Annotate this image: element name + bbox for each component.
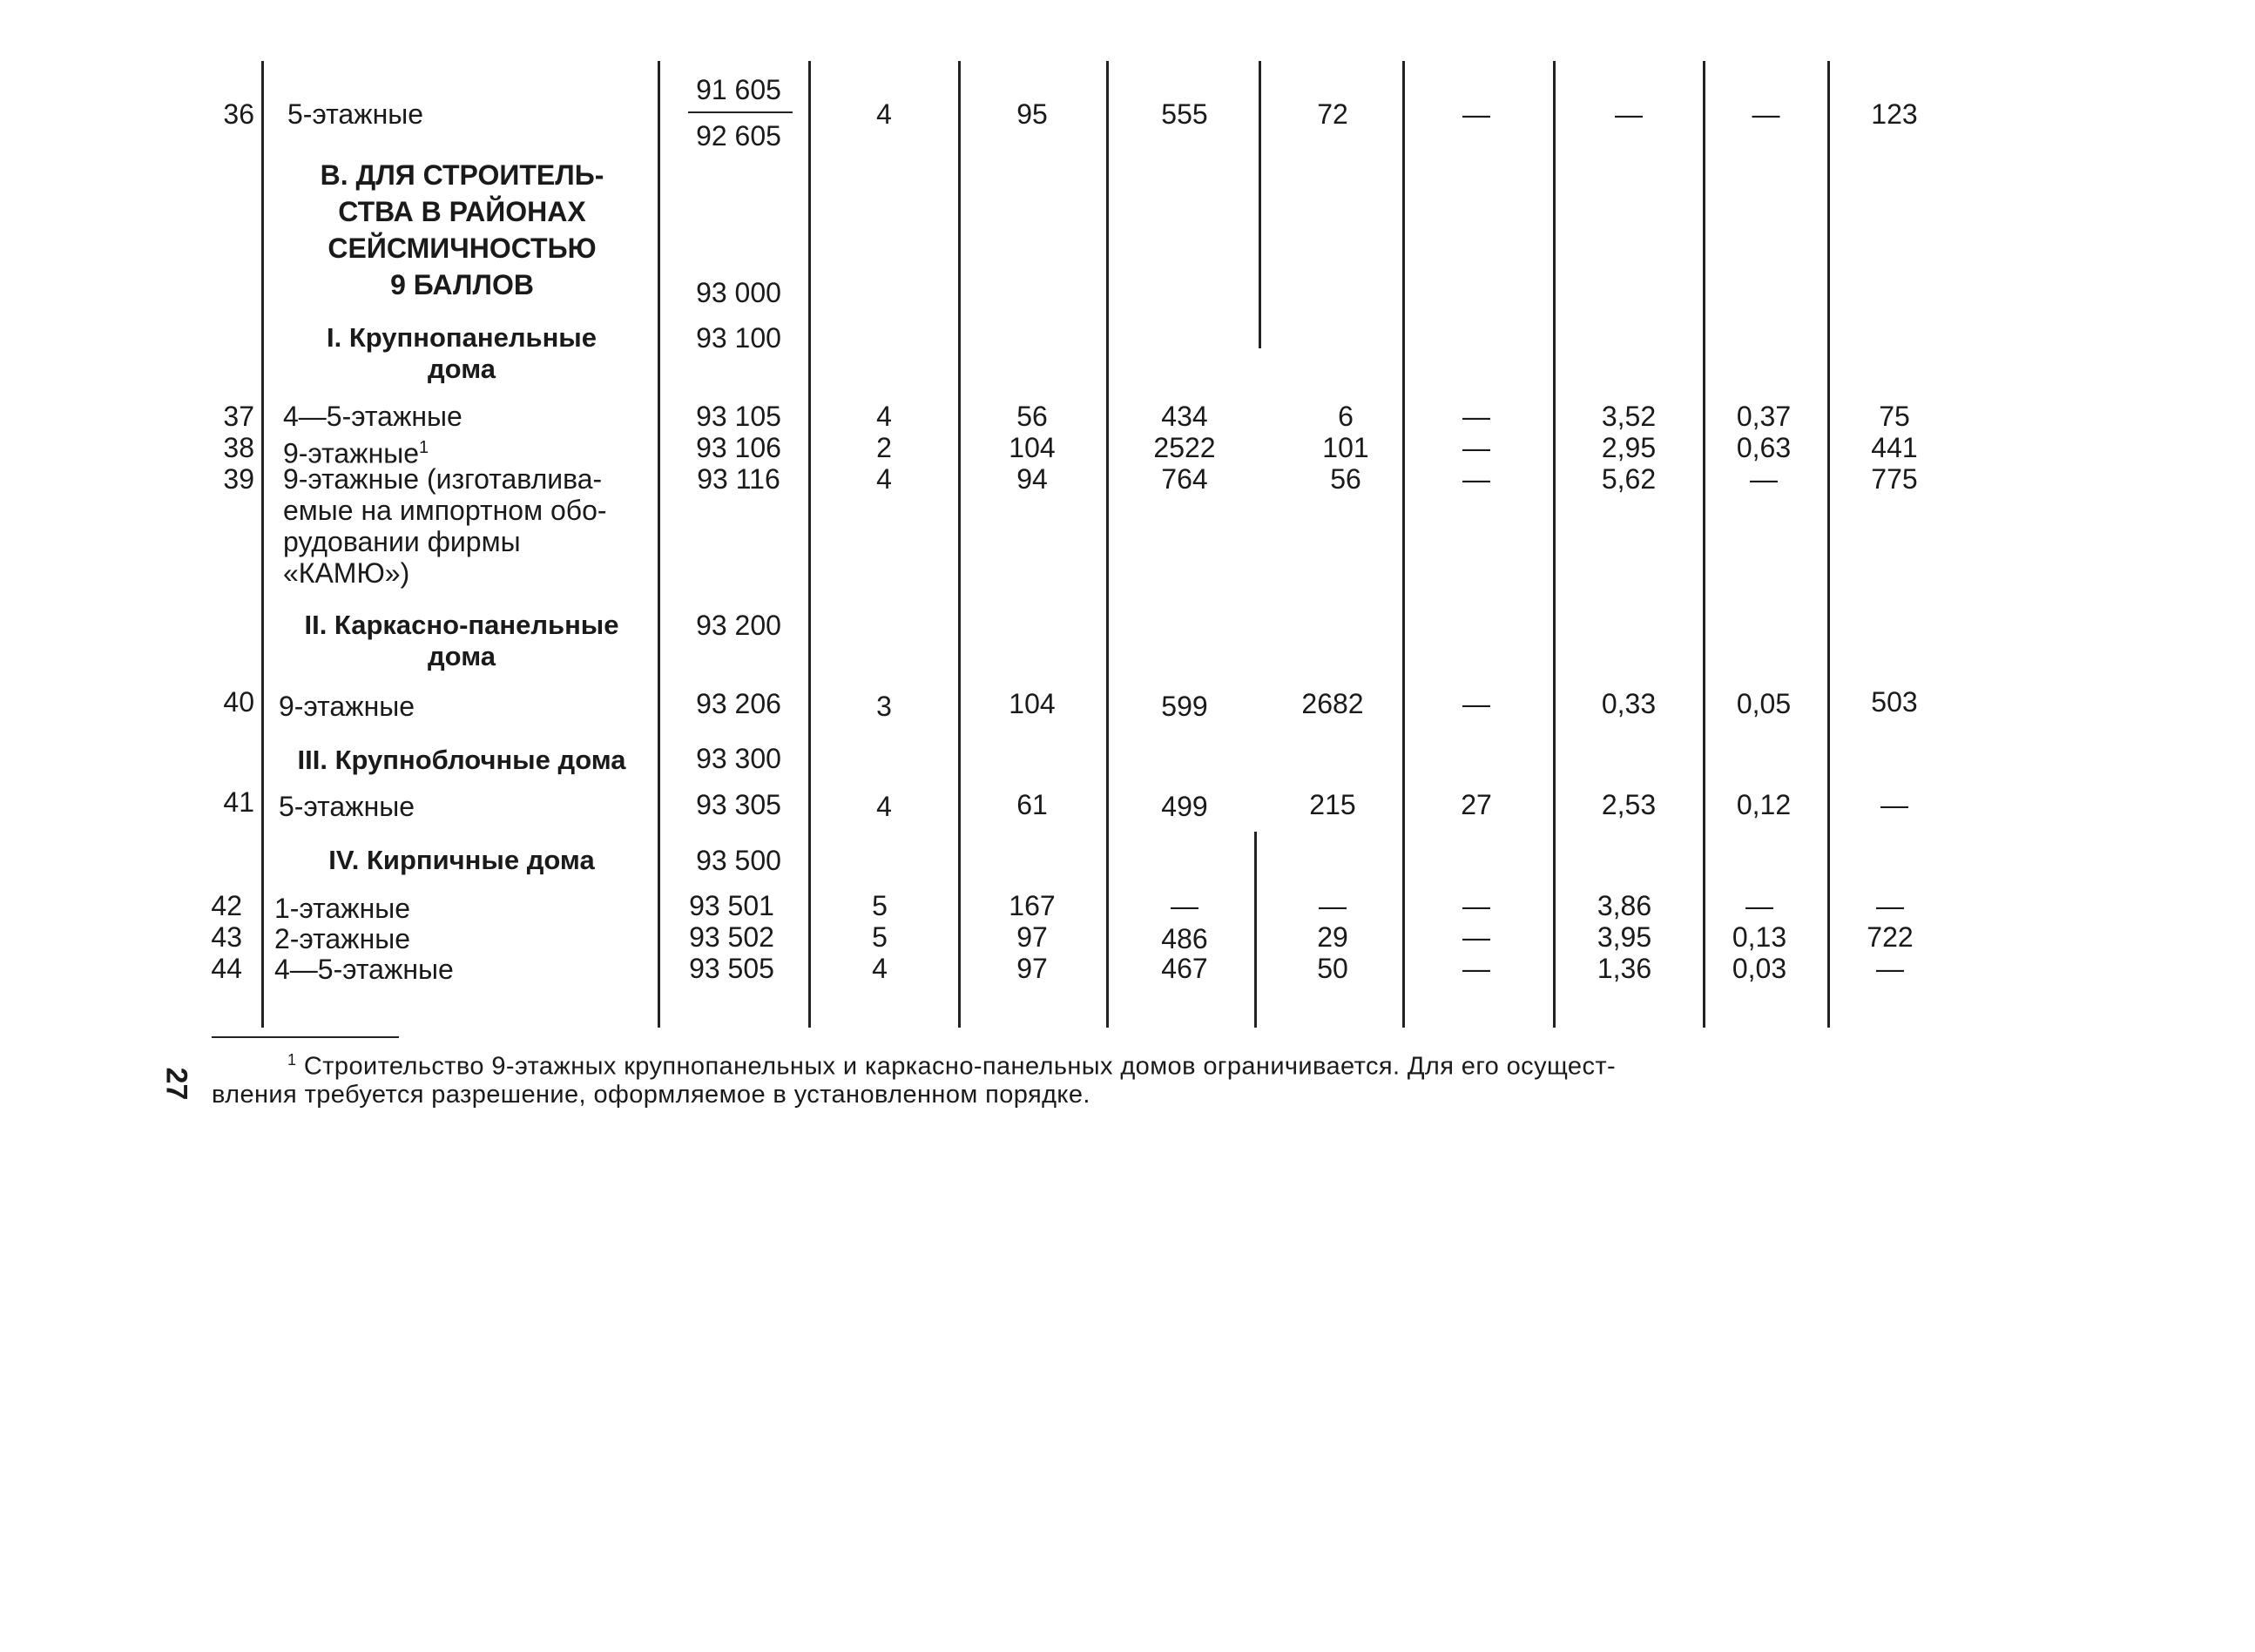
value-cell: 97 xyxy=(1016,953,1048,984)
value-cell: 467 xyxy=(1161,953,1208,984)
value-cell: 3,95 xyxy=(1597,921,1652,953)
code-numerator: 91 605 xyxy=(696,74,781,105)
value-cell: 56 xyxy=(1016,401,1048,432)
value-cell: 434 xyxy=(1161,401,1208,432)
value-cell: 50 xyxy=(1317,953,1348,984)
value-cell: 167 xyxy=(1009,890,1056,921)
code-denominator: 92 605 xyxy=(696,120,781,152)
value-cell: 95 xyxy=(1016,98,1048,130)
value-cell: 0,33 xyxy=(1601,688,1657,719)
fraction-bar xyxy=(688,111,793,113)
row-number: 38 xyxy=(223,432,254,463)
row-code: 93 106 xyxy=(696,432,781,463)
value-cell: 5 xyxy=(872,921,888,953)
value-cell: 722 xyxy=(1867,921,1914,953)
value-cell: — xyxy=(1462,432,1490,463)
value-cell: — xyxy=(1462,921,1490,953)
value-cell: 3 xyxy=(876,691,892,722)
value-cell: — xyxy=(1462,98,1490,130)
value-cell: — xyxy=(1880,789,1908,820)
row-number: 37 xyxy=(223,401,254,432)
value-cell: 503 xyxy=(1871,686,1918,718)
value-cell: 0,03 xyxy=(1732,953,1787,984)
row-name: 4—5-этажные xyxy=(283,401,462,432)
group-heading: II. Каркасно-панельные дома xyxy=(304,610,619,671)
value-cell: 4 xyxy=(876,791,892,822)
row-number: 44 xyxy=(211,953,242,984)
value-cell: — xyxy=(1462,890,1490,921)
column-rule xyxy=(1106,61,1109,1028)
value-cell: — xyxy=(1745,890,1773,921)
section-heading-line: 9 БАЛЛОВ xyxy=(390,269,534,300)
value-cell: 4 xyxy=(876,463,892,495)
group-heading: IV. Кирпичные дома xyxy=(328,845,595,875)
group-code: 93 500 xyxy=(696,845,781,876)
value-cell: 4 xyxy=(872,953,888,984)
value-cell: 29 xyxy=(1317,921,1348,953)
value-cell: 215 xyxy=(1309,789,1356,820)
value-cell: 56 xyxy=(1330,463,1361,495)
group-code: 93 100 xyxy=(696,322,781,354)
value-cell: 61 xyxy=(1016,789,1048,820)
value-cell: 0,13 xyxy=(1732,921,1787,953)
row-number: 39 xyxy=(223,463,254,495)
column-rule xyxy=(1254,832,1257,1028)
value-cell: 3,86 xyxy=(1597,890,1652,921)
value-cell: — xyxy=(1462,953,1490,984)
row-number: 42 xyxy=(211,890,242,921)
group-heading: III. Крупноблочные дома xyxy=(297,745,626,775)
row-name: 2-этажные xyxy=(274,923,411,954)
row-name: 9-этажные xyxy=(279,691,415,722)
value-cell: — xyxy=(1752,98,1780,130)
value-cell: 499 xyxy=(1161,791,1208,822)
group-heading: I. Крупнопанельные дома xyxy=(326,322,598,384)
value-cell: 94 xyxy=(1016,463,1048,495)
value-cell: 2522 xyxy=(1153,432,1216,463)
footnote-ref: 1 xyxy=(419,438,429,457)
column-rule xyxy=(1402,61,1405,1028)
row-number: 36 xyxy=(223,98,254,130)
row-name: 4—5-этажные xyxy=(274,954,454,985)
value-cell: — xyxy=(1876,890,1904,921)
value-cell: — xyxy=(1319,890,1347,921)
row-code: 93 505 xyxy=(689,953,774,984)
value-cell: — xyxy=(1462,688,1490,719)
value-cell: 5 xyxy=(872,890,888,921)
value-cell: 775 xyxy=(1871,463,1918,495)
column-rule xyxy=(958,61,961,1028)
value-cell: 486 xyxy=(1161,923,1208,954)
value-cell: 764 xyxy=(1161,463,1208,495)
value-cell: 97 xyxy=(1016,921,1048,953)
row-code: 93 206 xyxy=(696,688,781,719)
value-cell: — xyxy=(1876,953,1904,984)
row-number: 43 xyxy=(211,921,242,953)
row-name: 9-этажные$^1$ xyxy=(283,437,429,469)
footnote-rule xyxy=(212,1036,399,1038)
page-number: 27 xyxy=(159,1067,193,1101)
row-code: 93 305 xyxy=(696,789,781,820)
value-cell: — xyxy=(1462,463,1490,495)
group-code: 93 300 xyxy=(696,743,781,774)
footnote-line: вления требуется разрешение, оформляемое в установленном порядке. xyxy=(212,1081,1090,1109)
value-cell: 75 xyxy=(1879,401,1910,432)
value-cell: 599 xyxy=(1161,691,1208,722)
column-rule xyxy=(1553,61,1556,1028)
column-rule xyxy=(261,61,264,1028)
value-cell: 3,52 xyxy=(1601,401,1657,432)
row-name: 1-этажные xyxy=(274,893,411,924)
section-code: 93 000 xyxy=(696,277,781,308)
section-heading-line: СЕЙСМИЧНОСТЬЮ xyxy=(327,233,597,264)
section-heading-line: В. ДЛЯ СТРОИТЕЛЬ- xyxy=(320,159,604,191)
row-name: 5-этажные xyxy=(287,98,424,130)
value-cell: 0,37 xyxy=(1736,401,1792,432)
value-cell: 0,05 xyxy=(1736,688,1792,719)
column-rule xyxy=(808,61,811,1028)
value-cell: — xyxy=(1615,98,1643,130)
value-cell: 4 xyxy=(876,401,892,432)
value-cell: 101 xyxy=(1322,432,1369,463)
row-code: 93 116 xyxy=(697,463,780,495)
value-cell: 1,36 xyxy=(1597,953,1652,984)
value-cell: 123 xyxy=(1871,98,1918,130)
row-name: 9-этажные (изготавлива- емые на импортном обо- рудовании фирмы «КАМЮ») xyxy=(283,463,607,589)
row-code: 93 501 xyxy=(689,890,774,921)
value-cell: 72 xyxy=(1317,98,1348,130)
row-code: 93 502 xyxy=(689,921,774,953)
value-cell: 2682 xyxy=(1301,688,1364,719)
value-cell: — xyxy=(1171,890,1198,921)
column-rule xyxy=(1703,61,1705,1028)
value-cell: — xyxy=(1462,401,1490,432)
row-number: 40 xyxy=(223,686,254,718)
row-number: 41 xyxy=(223,786,254,818)
row-name: 5-этажные xyxy=(279,791,415,822)
value-cell: 2,53 xyxy=(1601,789,1657,820)
value-cell: 5,62 xyxy=(1601,463,1657,495)
value-cell: 0,12 xyxy=(1736,789,1792,820)
row-code: 93 105 xyxy=(696,401,781,432)
value-cell: 104 xyxy=(1009,432,1056,463)
value-cell: 6 xyxy=(1338,401,1354,432)
value-cell: 104 xyxy=(1009,688,1056,719)
value-cell: 2,95 xyxy=(1601,432,1657,463)
value-cell: 555 xyxy=(1161,98,1208,130)
value-cell: 0,63 xyxy=(1736,432,1792,463)
value-cell: 4 xyxy=(876,98,892,130)
value-cell: — xyxy=(1750,463,1778,495)
footnote-line: $^1$ Строительство 9-этажных крупнопанельных и каркасно-панельных домов ограничивается. Для его осущест- xyxy=(287,1051,1617,1081)
section-heading-line: СТВА В РАЙОНАХ xyxy=(338,196,586,227)
column-rule xyxy=(1259,61,1261,348)
column-rule xyxy=(1827,61,1830,1028)
footnote-mark: 1 xyxy=(287,1051,297,1069)
group-code: 93 200 xyxy=(696,610,781,641)
section-heading xyxy=(277,157,647,303)
value-cell: 441 xyxy=(1871,432,1918,463)
value-cell: 27 xyxy=(1461,789,1492,820)
value-cell: 2 xyxy=(876,432,892,463)
column-rule xyxy=(658,61,660,1028)
